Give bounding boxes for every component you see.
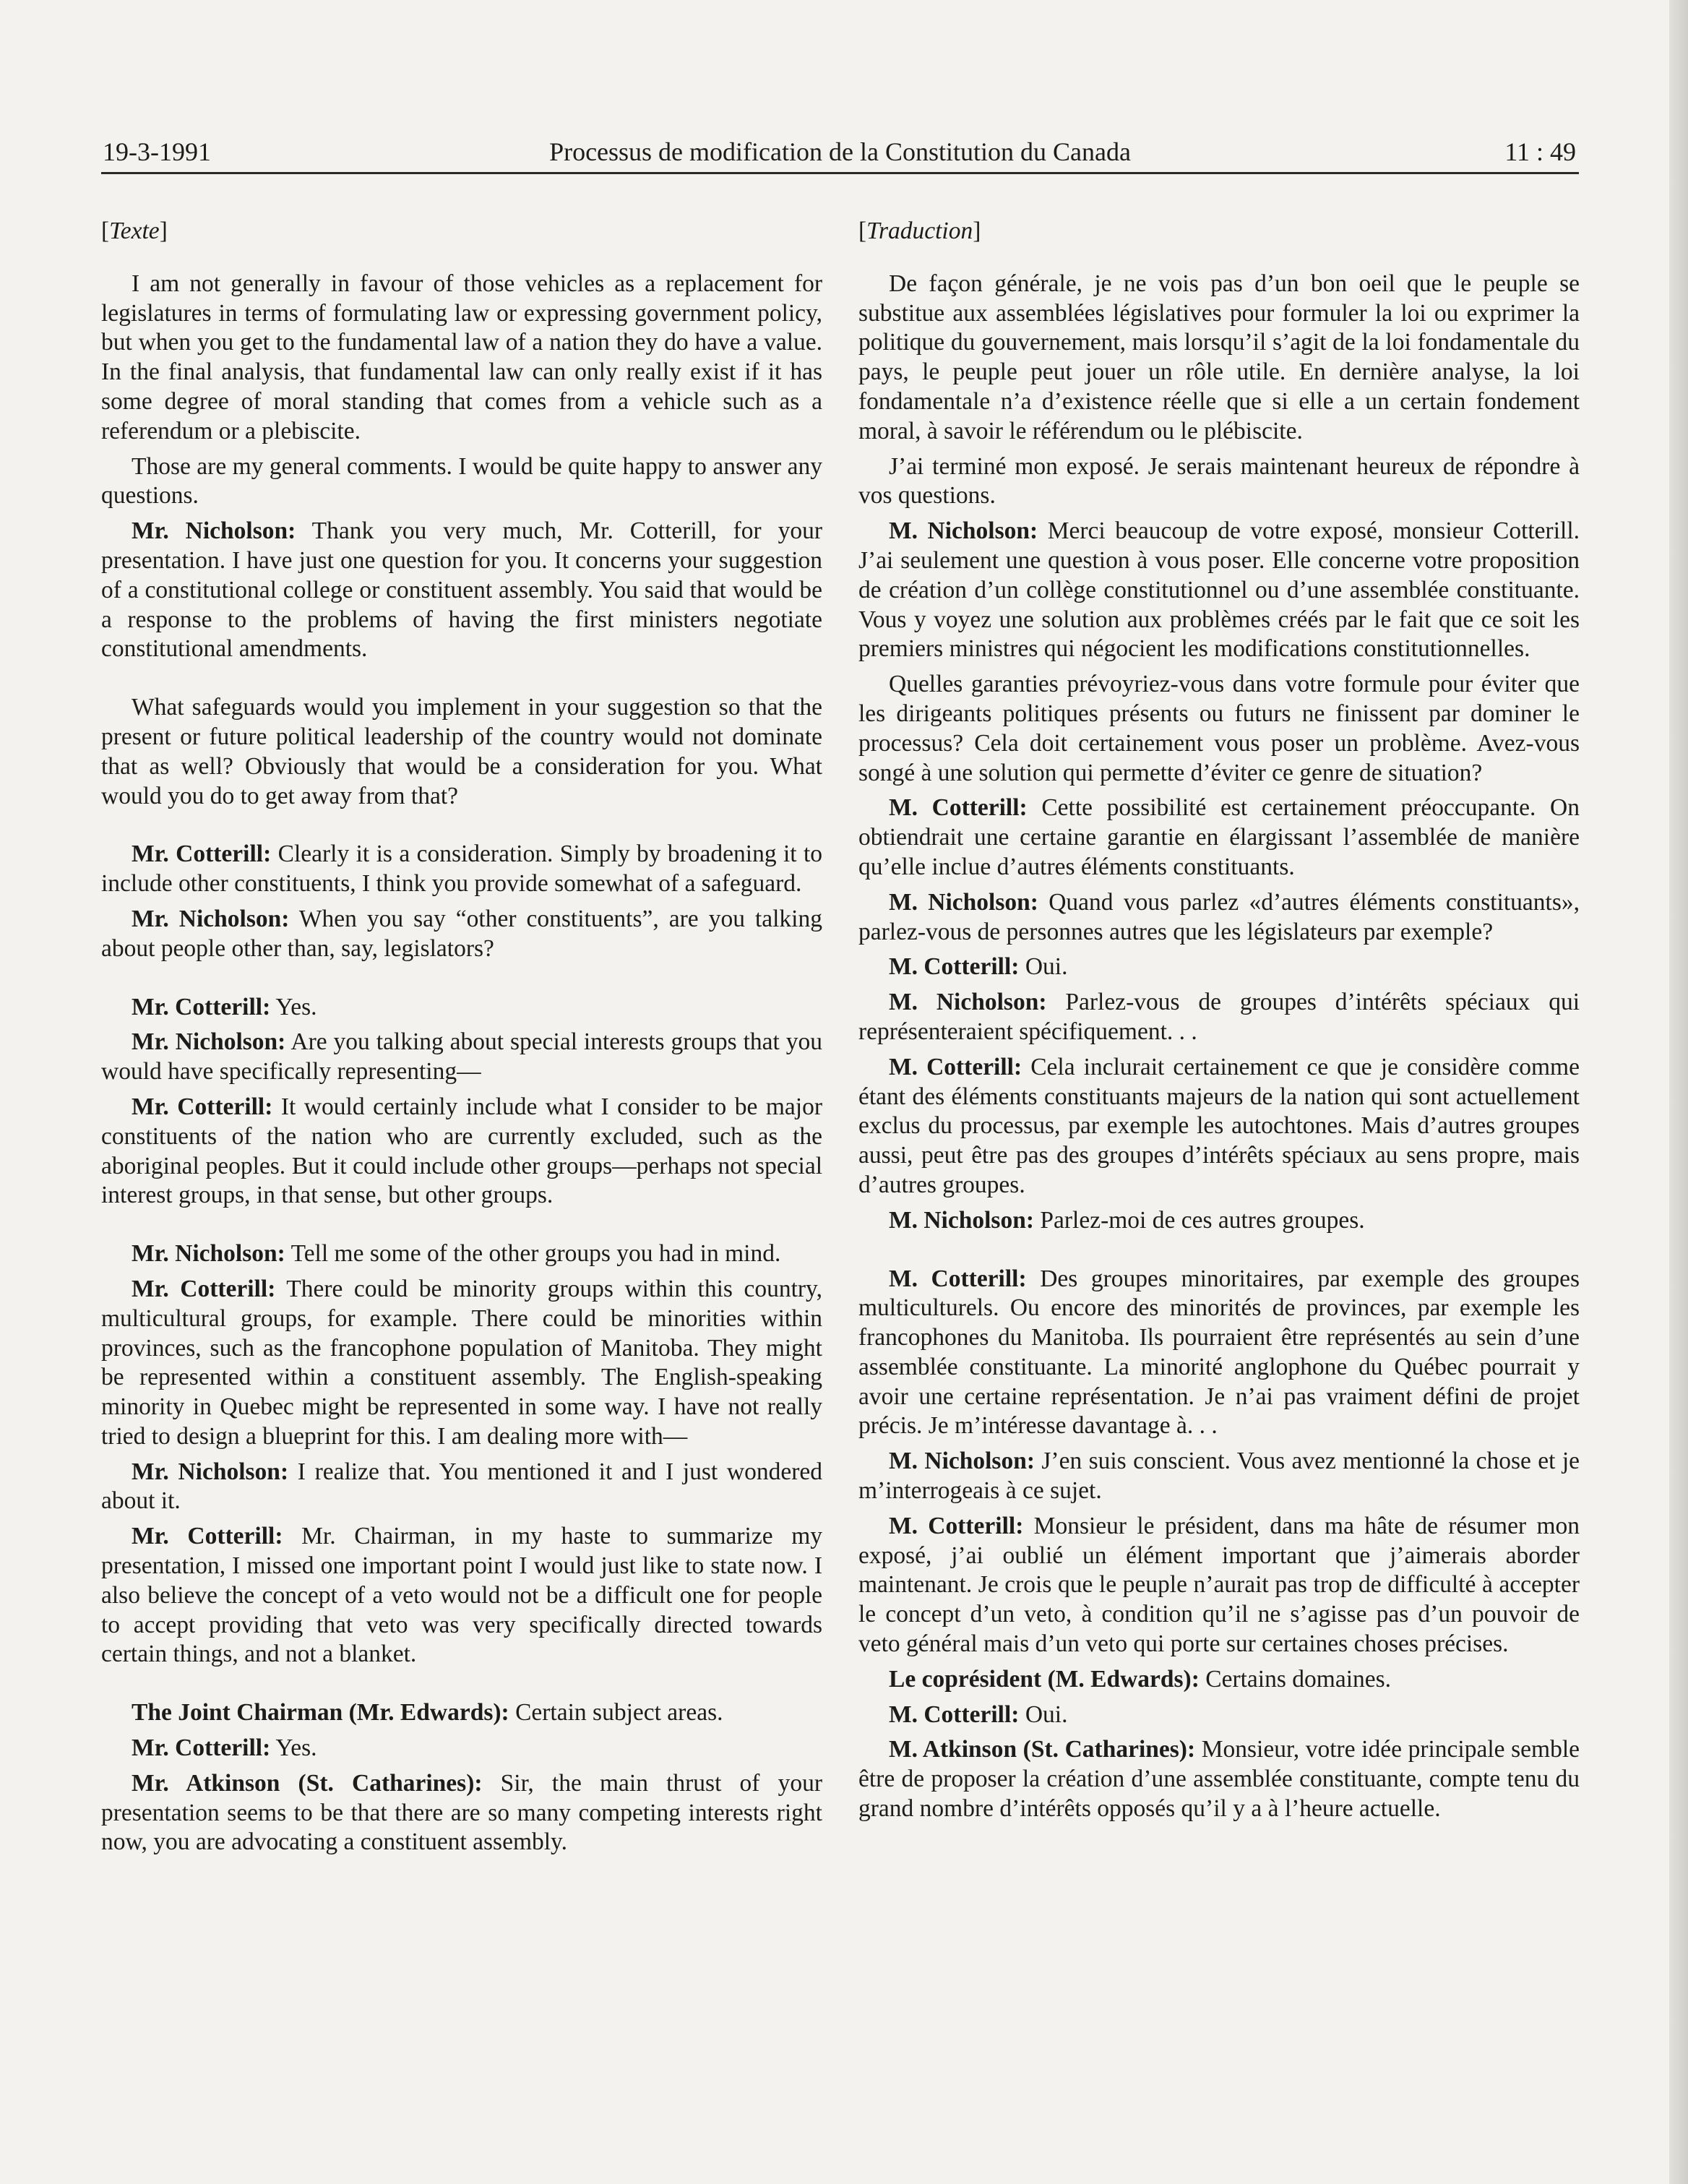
paragraph: Mr. Atkinson (St. Catharines): Sir, the main thrust of your presentation seems to be that there are so many competing interests right now, you are advocating a constituent assembly. — [101, 1769, 822, 1856]
paragraph: Mr. Cotterill: Yes. — [132, 1734, 317, 1762]
column-tag-traduction: [Traduction] — [858, 218, 981, 244]
paragraph: M. Cotterill: Oui. — [889, 953, 1068, 981]
paragraph: M. Nicholson: Parlez-vous de groupes d’intérêts spéciaux qui représenteraient spécifiquement. . . — [858, 989, 1580, 1045]
paragraph: Mr. Cotterill: There could be minority groups within this country, multicultural groups, for example. There could be minorities within provinces, such as the francophone population of Manitoba. They might be represented within a constituent assembly. The English-speaking minority in Quebec might be represented in some way. I have not really tried to design a blueprint for this. I am dealing more with— — [101, 1275, 822, 1450]
running-header — [101, 134, 1579, 174]
header-page-number: 11 : 49 — [1504, 137, 1576, 166]
english-column — [101, 217, 822, 1863]
paragraph: M. Cotterill: Monsieur le président, dans ma hâte de résumer mon exposé, j’ai oublié un élément important que j’aimerais aborder maintenant. Je crois que le peuple n’aurait pas trop de difficulté à accepter le concept d’un veto, à condition qu’il ne s’agisse pas d’un pouvoir de veto général mais d’un veto qui porte sur certaines choses précises. — [858, 1512, 1580, 1658]
paragraph: Mr. Cotterill: Yes. — [132, 993, 317, 1020]
page-edge — [1669, 0, 1688, 2184]
paragraph: What safeguards would you implement in your suggestion so that the present or future political leadership of the country would not dominate that as well? Obviously that would be a consideration for you. What would you do to get away from that? — [101, 694, 822, 809]
paragraph: M. Cotterill: Des groupes minoritaires, par exemple des groupes multiculturels. Ou encore des minorités de provinces, par exemple les francophones du Manitoba. Ils pourraient être représentés au sein d’une assemblée constituante. La minorité anglophone du Québec pourrait y avoir une certaine représentation. Je n’ai pas vraiment défini de projet précis. Je m’intéresse davantage à. . . — [858, 1265, 1580, 1440]
paragraph: M. Nicholson: J’en suis conscient. Vous avez mentionné la chose et je m’interrogeais à ce sujet. — [858, 1448, 1580, 1505]
paragraph: Mr. Cotterill: Mr. Chairman, in my haste to summarize my presentation, I missed one important point I would just like to state now. I also believe the concept of a veto would not be a difficult one for people to accept providing that veto was very specifically directed towards certain things, and not a blanket. — [101, 1523, 823, 1668]
paragraph: De façon générale, je ne vois pas d’un bon oeil que le peuple se substitue aux assemblées législatives pour formuler la loi ou exprimer la politique du gouvernement, mais lorsqu’il s’agit de la loi fondamentale du pays, le peuple peut jouer un rôle utile. En dernière analyse, la loi fondamentale n’a d’existence réelle que si elle a un certain fondement moral, à savoir le référendum ou le plébiscite. — [858, 270, 1580, 444]
paragraph: I am not generally in favour of those vehicles as a replacement for legislatures in terms of formulating law or expressing government policy, but when you get to the fundamental law of a nation they do have a value. In the final analysis, that fundamental law can only really exist if it has some degree of moral standing that comes from a vehicle such as a referendum or a plebiscite. — [101, 270, 822, 444]
paragraph: Mr. Nicholson: I realize that. You mentioned it and I just wondered about it. — [101, 1458, 822, 1515]
header-date: 19-3-1991 — [103, 137, 211, 166]
paragraph: Those are my general comments. I would be quite happy to answer any questions. — [101, 452, 822, 510]
paragraph: M. Cotterill: Cette possibilité est certainement préoccupante. On obtiendrait une certaine garantie en élargissant l’assemblée de manière qu’elle inclue d’autres éléments constituants. — [858, 794, 1580, 880]
paragraph: Mr. Cotterill: Clearly it is a consideration. Simply by broadening it to include other constituents, I think you provide somewhat of a safeguard. — [101, 841, 823, 898]
paragraph: J’ai terminé mon exposé. Je serais maintenant heureux de répondre à vos questions. — [858, 452, 1580, 510]
paragraph: Mr. Nicholson: When you say “other constituents”, are you talking about people other than, say, legislators? — [101, 905, 822, 962]
paragraph: Quelles garanties prévoyriez-vous dans votre formule pour éviter que les dirigeants politiques présents ou futurs ne finissent par dominer le processus? Cela doit certainement vous poser un problème. Avez-vous songé à une solution qui permette d’éviter ce genre de situation? — [858, 671, 1580, 786]
paragraph: Le coprésident (M. Edwards): Certains domaines. — [889, 1665, 1392, 1693]
paragraph: M. Nicholson: Quand vous parlez «d’autres éléments constituants», parlez-vous de personnes autres que les législateurs par exemple? — [858, 888, 1580, 945]
paragraph: M. Cotterill: Oui. — [889, 1701, 1068, 1728]
paragraph: The Joint Chairman (Mr. Edwards): Certain subject areas. — [132, 1699, 723, 1727]
column-tag-texte: [Texte] — [101, 218, 168, 244]
paragraph: M. Nicholson: Merci beaucoup de votre exposé, monsieur Cotterill. J’ai seulement une question à vous poser. Elle concerne votre proposition de création d’un collège constitutionnel ou d’une assemblée constituante. Vous y voyez une solution aux problèmes créés par le fait que ce soit les premiers ministres qui négocient les modifications constitutionnelles. — [858, 517, 1580, 663]
paragraph: M. Nicholson: Parlez-moi de ces autres groupes. — [889, 1206, 1365, 1234]
french-column — [858, 217, 1580, 1830]
paragraph: Mr. Nicholson: Are you talking about special interests groups that you would have specifically representing— — [101, 1028, 822, 1085]
paragraph: Mr. Nicholson: Thank you very much, Mr. Cotterill, for your presentation. I have just one question for you. It concerns your suggestion of a constitutional college or constituent assembly. You said that would be a response to the problems of having the first ministers negotiate constitutional amendments. — [101, 517, 823, 663]
paragraph: M. Atkinson (St. Catharines): Monsieur, votre idée principale semble être de proposer la création d’une assemblée constituante, compte tenu du grand nombre d’intérêts opposés qu’il y a à l’heure actuelle. — [858, 1736, 1580, 1823]
paragraph: Mr. Cotterill: It would certainly include what I consider to be major constituents of the nation who are currently excluded, such as the aboriginal peoples. But it could include other groups—perhaps not special interest groups, in that sense, but other groups. — [101, 1093, 822, 1209]
header-title: Processus de modification de la Constitution du Canada — [549, 137, 1131, 166]
paragraph: M. Cotterill: Cela inclurait certainement ce que je considère comme étant des éléments constituants majeurs de la nation qui sont actuellement exclus du processus, par exemple les autochtones. Mais d’autres groupes aussi, peut être pas des groupes d’intérêts spéciaux au sens propre, mais d’autres groupes. — [858, 1053, 1580, 1198]
paragraph: Mr. Nicholson: Tell me some of the other groups you had in mind. — [132, 1240, 781, 1268]
